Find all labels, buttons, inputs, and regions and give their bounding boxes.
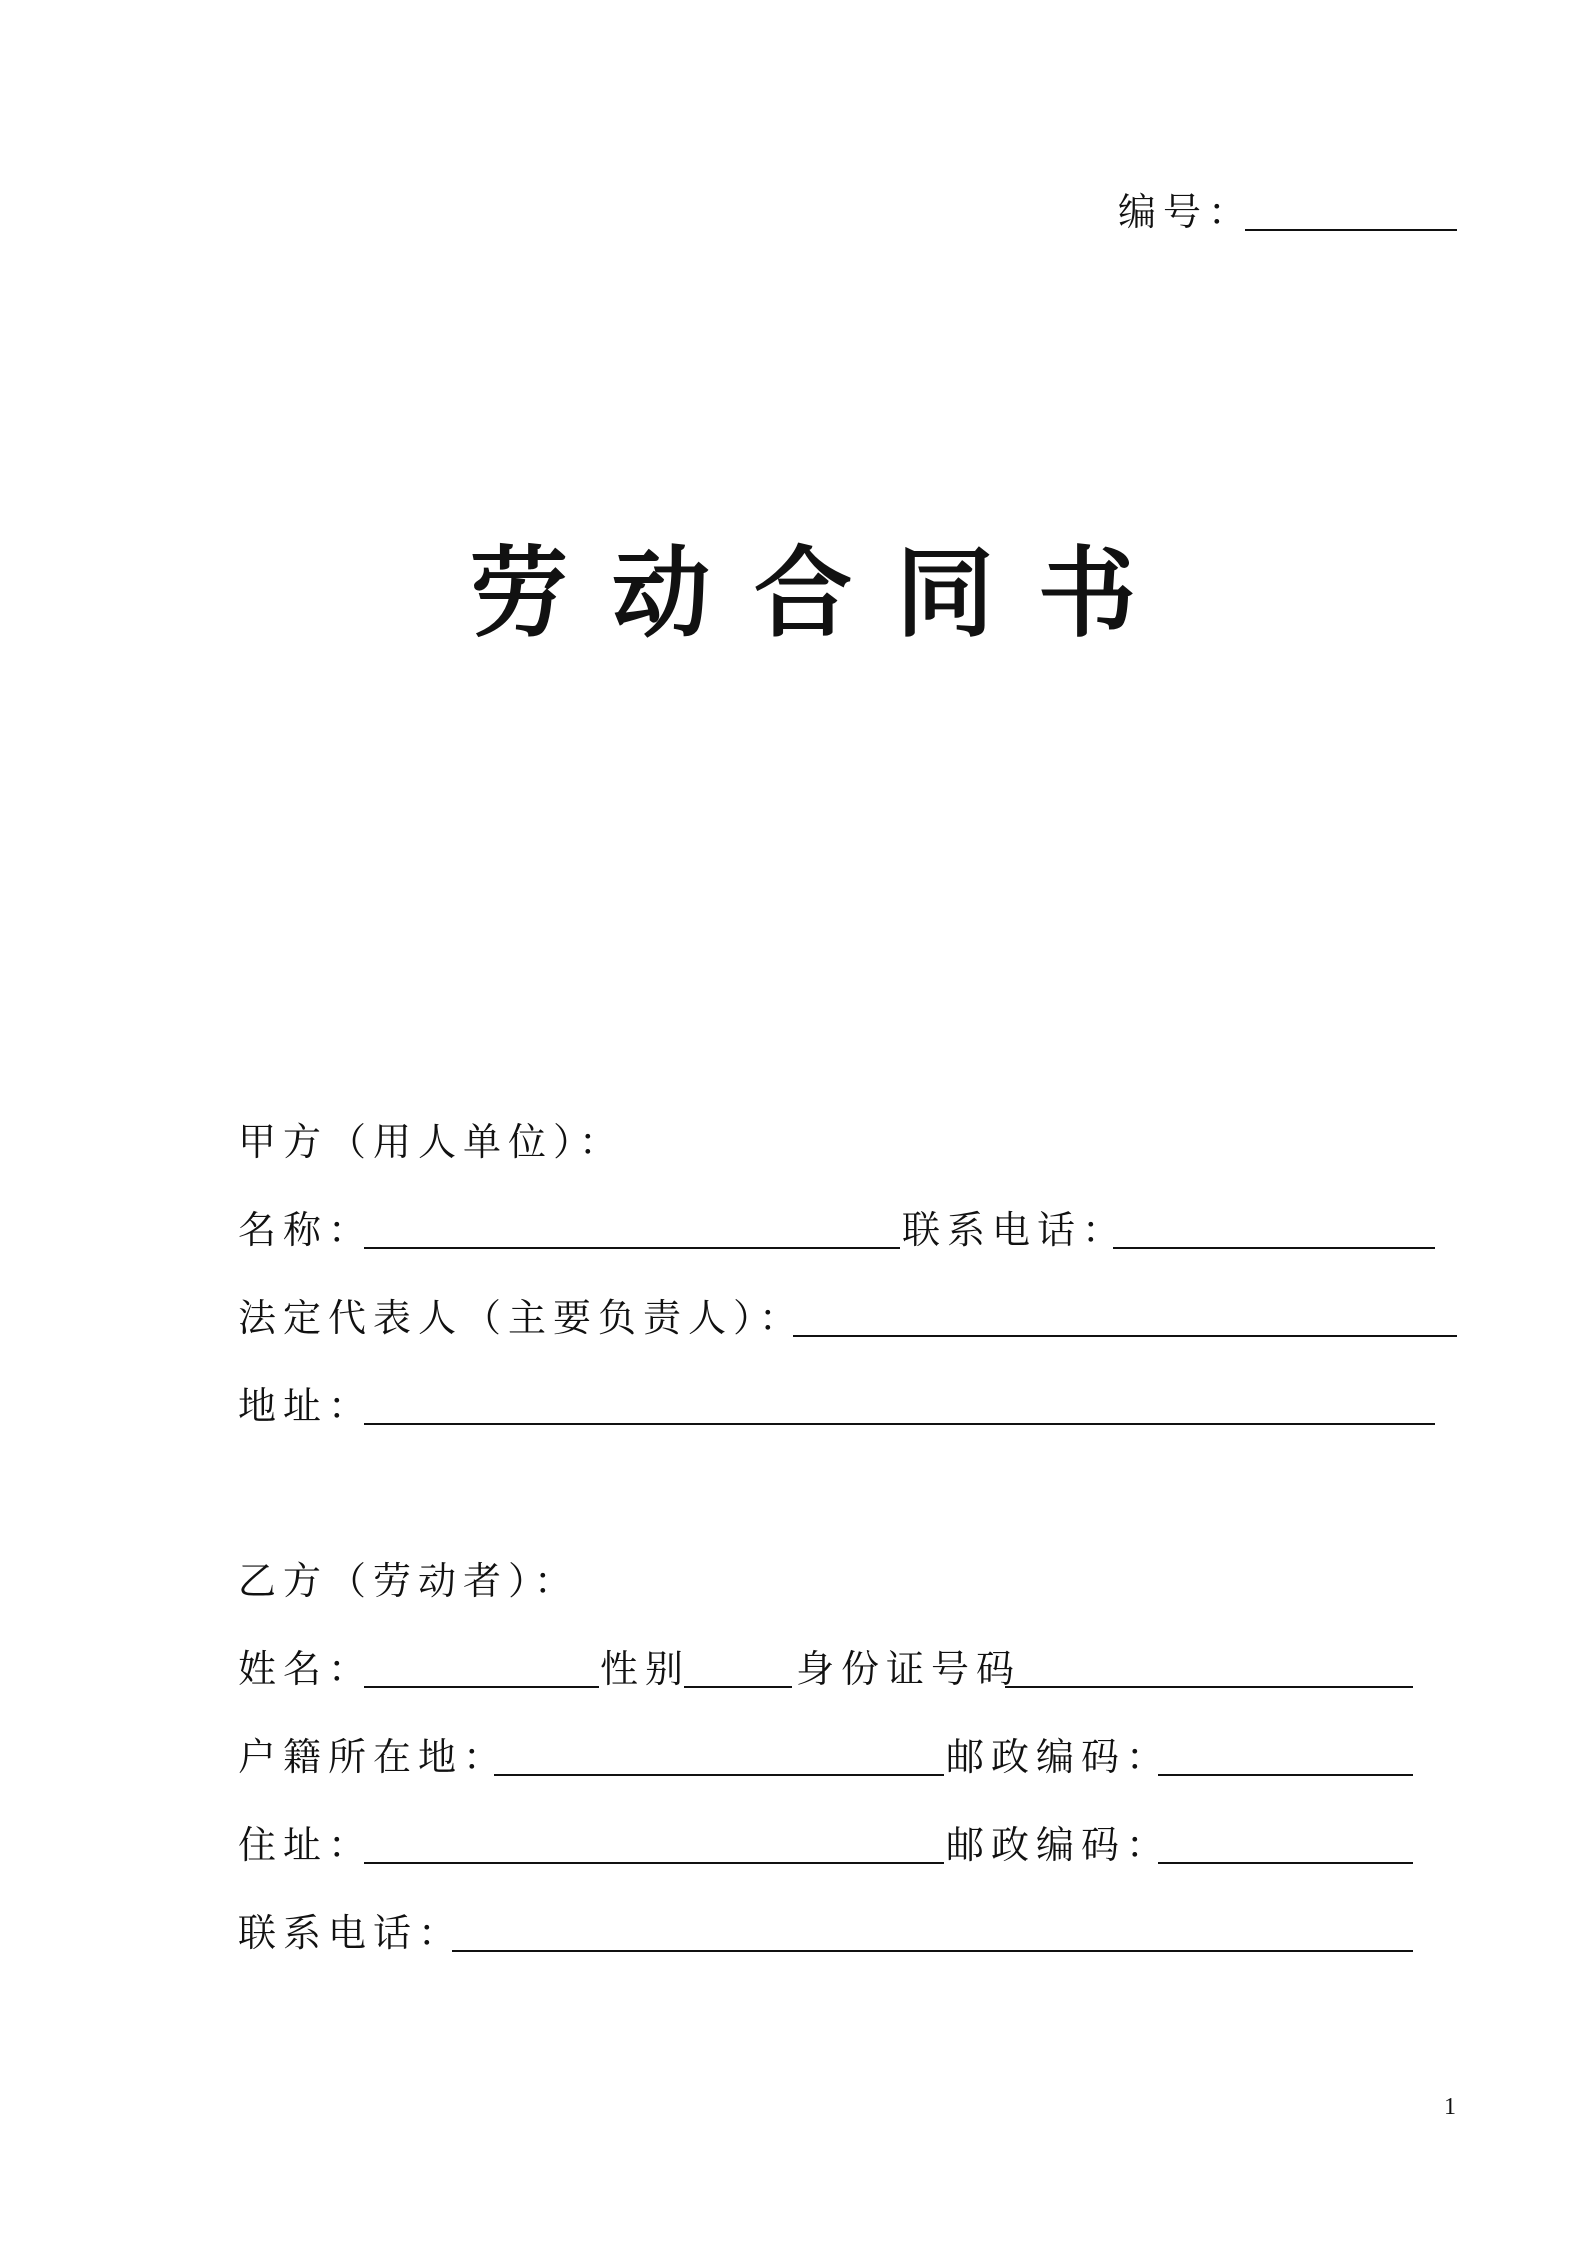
party-b-postcode-field-2[interactable] xyxy=(1158,1862,1413,1864)
party-b-postcode-field-1[interactable] xyxy=(1158,1774,1413,1776)
party-a-legal-rep-field[interactable] xyxy=(793,1335,1457,1337)
party-a-name-field[interactable] xyxy=(364,1247,900,1249)
party-b-name-label: 姓名： xyxy=(238,1647,374,1691)
party-b-residence-field[interactable] xyxy=(364,1862,944,1864)
party-b-gender-field[interactable] xyxy=(684,1686,792,1688)
party-b-postcode-label-1: 邮政编码： xyxy=(946,1735,1172,1779)
party-a-address-label: 地址： xyxy=(238,1384,374,1428)
party-b-id-label: 身份证号码 xyxy=(796,1647,1022,1691)
party-b-residence-label: 住址： xyxy=(238,1823,374,1867)
party-b-phone-field[interactable] xyxy=(452,1950,1413,1952)
contract-number-label: 编号： xyxy=(1118,190,1254,234)
party-b-phone-label: 联系电话： xyxy=(238,1911,464,1955)
party-a-legal-rep-label: 法定代表人（主要负责人）： xyxy=(238,1296,805,1340)
party-a-address-field[interactable] xyxy=(364,1423,1435,1425)
party-b-id-field[interactable] xyxy=(1005,1686,1413,1688)
party-b-postcode-label-2: 邮政编码： xyxy=(946,1823,1172,1867)
party-b-gender-label: 性别 xyxy=(600,1647,691,1691)
document-title: 劳动合同书 xyxy=(470,537,1181,651)
page-number: 1 xyxy=(1444,2094,1456,2120)
party-b-heading: 乙方（劳动者）： xyxy=(238,1559,580,1603)
party-a-name-label: 名称： xyxy=(238,1208,374,1252)
contract-number-field[interactable] xyxy=(1245,229,1457,231)
party-b-household-label: 户籍所在地： xyxy=(238,1735,509,1779)
party-b-household-field[interactable] xyxy=(494,1774,944,1776)
party-a-phone-label: 联系电话： xyxy=(902,1208,1128,1252)
party-a-phone-field[interactable] xyxy=(1113,1247,1435,1249)
party-a-heading: 甲方（用人单位）： xyxy=(238,1120,625,1164)
party-b-name-field[interactable] xyxy=(364,1686,599,1688)
